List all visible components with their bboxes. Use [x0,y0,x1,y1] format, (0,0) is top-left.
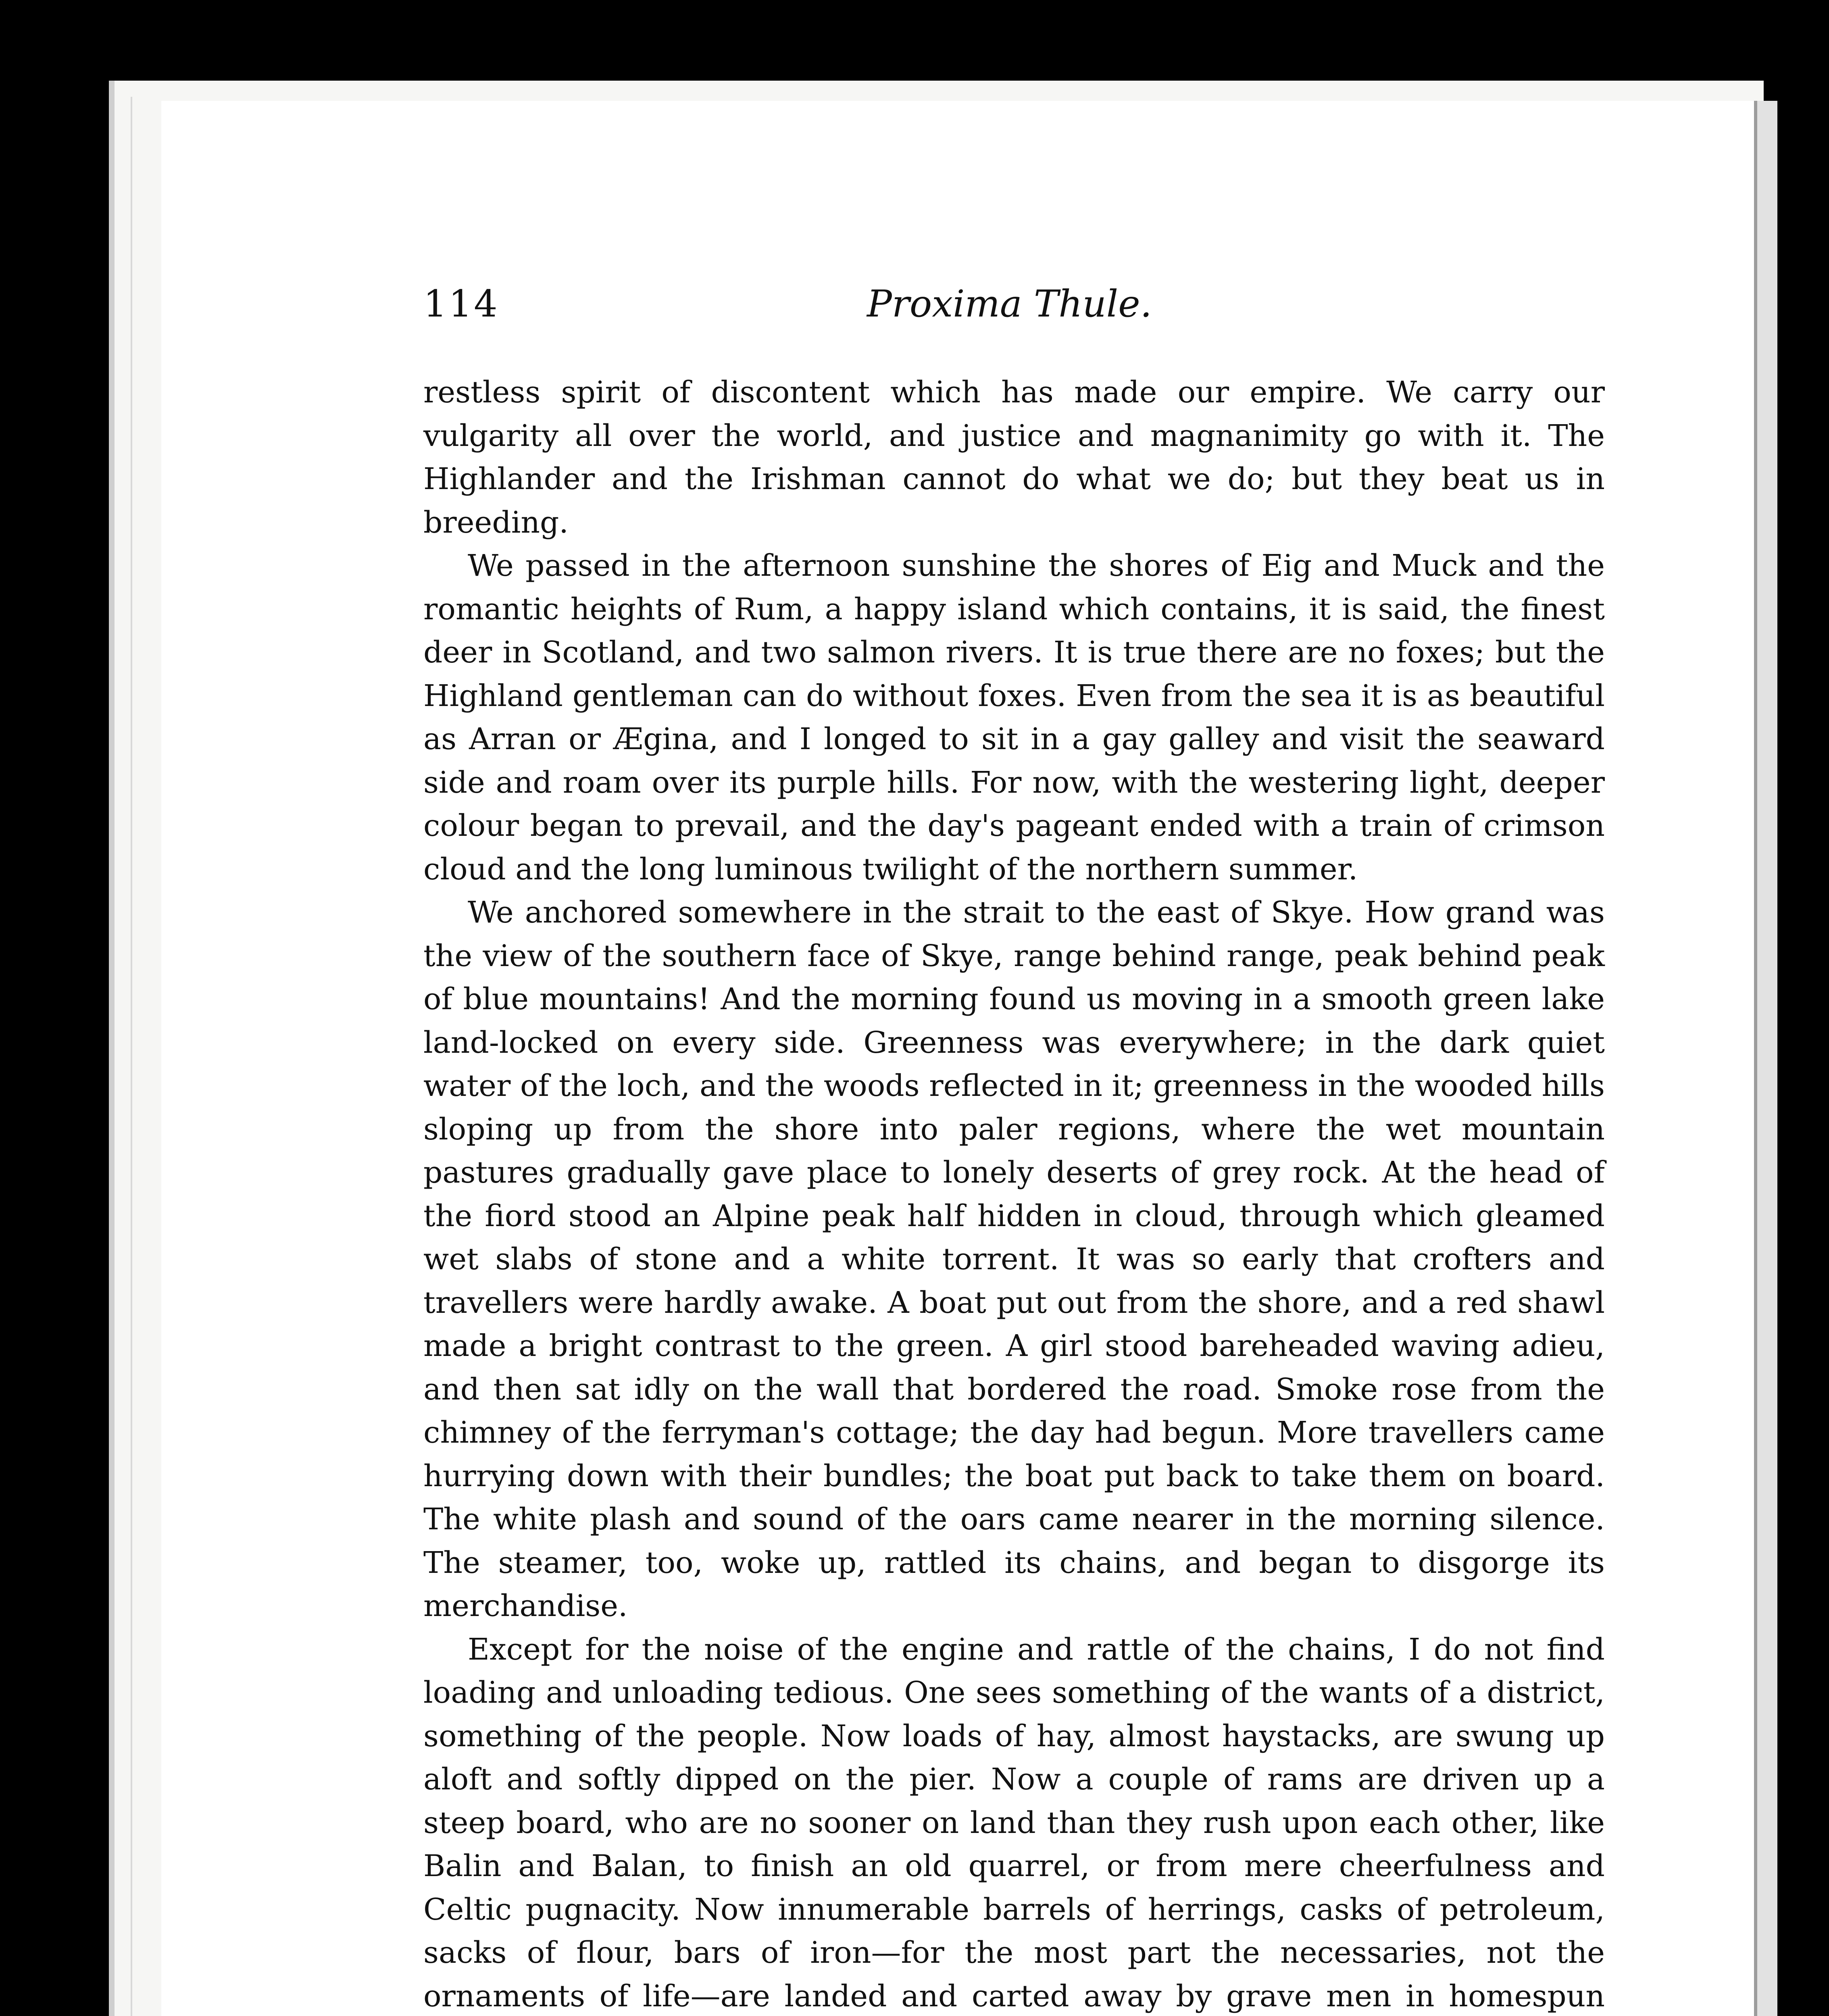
paragraph-1: restless spirit of discontent which has made our empire. We carry our vulgarity all over the world, and justice and magnanimity go with it. The Highlander and the Irishman cannot do what we do; but they beat us in breeding. [423,375,1605,540]
facing-page-edge [1754,101,1777,2016]
running-head [423,282,1605,343]
body-text [423,371,1605,2016]
page-number: 114 [423,282,499,325]
paragraph-2: We passed in the afternoon sunshine the shores of Eig and Muck and the romantic heights of Rum, a happy island which contains, it is said, the finest deer in Scotland, and two salmon rivers. It is true there are no foxes; but the Highland gentleman can do without foxes. Even from the sea it is as beautiful as Arran or Ægina, and I longed to sit in a gay galley and visit the seaward side and roam over its purple hills. For now, with the westering light, deeper colour began to prevail, and the day's pageant ended with a train of crimson cloud and the long luminous twilight of the northern summer. [423,548,1605,887]
paragraph-4: Except for the noise of the engine and rattle of the chains, I do not find loading and unloading tedious. One sees something of the wants of a district, something of the people. Now loads of hay, almost haystacks, are swung up aloft and softly dipped on the pier. Now a couple of rams are driven up a steep board, who are no sooner on land than they rush upon each other, like Balin and Balan, to finish an old quarrel, or from mere cheerfulness and Celtic pugnacity. Now innumerable barrels of herrings, casks of petroleum, sacks of flour, bars of iron—for the most part the necessaries, not the ornaments of life—are landed and carted away by grave men in homespun [423,1632,1605,2014]
paragraph-3: We anchored somewhere in the strait to the east of Skye. How grand was the view of the southern face of Skye, range behind range, peak behind peak of blue mountains! And the morning found us moving in a smooth green lake land-locked on every side. Greenness was everywhere; in the dark quiet water of the loch, and the woods reflected in it; greenness in the wooded hills sloping up from the shore into paler regions, where the wet mountain pastures gradually gave place to lonely deserts of grey rock. At the head of the fiord stood an Alpine peak half hidden in cloud, through which gleamed wet slabs of stone and a white torrent. It was so early that crofters and travellers were hardly awake. A boat put out from the shore, and a red shawl made a bright contrast to the green. A girl stood bareheaded waving adieu, and then sat idly on the wall that bordered the road. Smoke rose from the chimney of the ferryman's cottage; the day had begun. More travellers came hurrying down with their bundles; the boat put back to take them on board. The white plash and sound of the oars came nearer in the morning silence. The steamer, too, woke up, rattled its chains, and began to disgorge its merchandise. [423,895,1605,1623]
running-title: Proxima Thule. [867,282,1152,325]
